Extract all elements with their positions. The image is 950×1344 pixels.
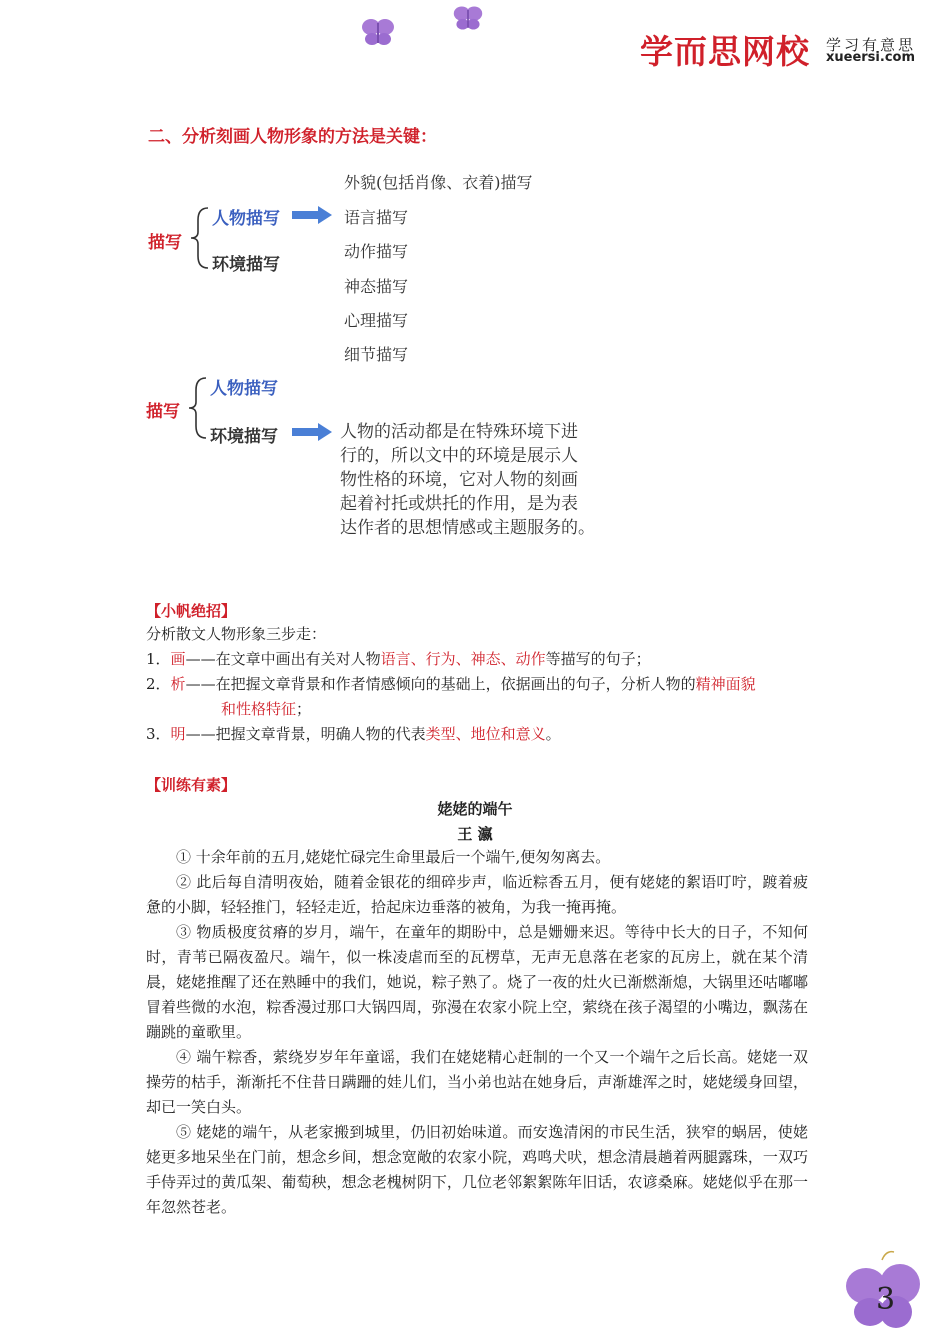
arrow-right-icon — [292, 423, 332, 441]
butterfly-icon — [360, 14, 396, 50]
essay-author: 王 瀛 — [457, 825, 493, 843]
page-number: 3 — [876, 1282, 896, 1317]
tips-step1: 1．画——在文章中画出有关对人物语言、行为、神态、动作等描写的句子； — [146, 650, 651, 668]
tips-tag: 【小帆绝招】 — [146, 602, 237, 620]
tips-intro: 分析散文人物形象三步走： — [146, 625, 327, 643]
diagram1-item: 心理描写 — [344, 311, 409, 330]
tips-step3: 3．明——把握文章背景，明确人物的代表类型、地位和意义。 — [146, 725, 561, 743]
diagram1-branch-top: 人物描写 — [212, 209, 280, 229]
essay-paragraph: ② 此后每自清明夜始，随着金银花的细碎步声，临近粽香五月，便有姥姥的絮语叮咛，踱着疲惫的小脚，轻轻推门，轻轻走近，拾起床边垂落的被角，为我一掩再掩。 — [146, 873, 808, 916]
butterfly-icon — [452, 2, 484, 34]
diagram1-item: 外貌(包括肖像、衣着)描写 — [344, 173, 533, 192]
site-logo: 学而思网校 — [640, 32, 810, 71]
diagram2-branch-top: 人物描写 — [210, 379, 278, 399]
essay-paragraph: ⑤ 姥姥的端午，从老家搬到城里，仍旧初始味道。而安逸清闲的市民生活，狭窄的蜗居，使姥姥更多地呆坐在门前，想念乡间，想念宽敞的农家小院，鸡鸣犬吠，想念清晨趟着两腿露珠，一双巧手侍弄过的黄瓜架、葡萄秧，想念老槐树阴下，几位老邻絮絮陈年旧话，农谚桑麻。姥姥似乎在那一年忽然苍老。 — [146, 1123, 808, 1216]
diagram1-item: 神态描写 — [344, 277, 409, 296]
essay-title: 姥姥的端午 — [437, 800, 513, 818]
diagram1-item: 细节描写 — [344, 345, 409, 364]
essay-paragraph: ① 十余年前的五月,姥姥忙碌完生命里最后一个端午,便匆匆离去。 — [176, 848, 611, 866]
site-url: xueersi.com — [826, 50, 916, 65]
diagram1-item: 语言描写 — [344, 208, 409, 227]
diagram2-line: 起着衬托或烘托的作用，是为表 — [340, 494, 578, 514]
diagram2-line: 物性格的环境，它对人物的刻画 — [340, 470, 578, 490]
tips-step2: 2．析——在把握文章背景和作者情感倾向的基础上，依据画出的句子，分析人物的精神面貌 — [146, 675, 756, 693]
diagram2-line: 达作者的思想情感或主题服务的。 — [340, 518, 595, 538]
diagram2-line: 人物的活动都是在特殊环境下进 — [340, 422, 578, 442]
diagram2-branch-bottom: 环境描写 — [210, 427, 278, 447]
essay-body — [146, 845, 808, 1220]
essay-paragraph: ④ 端午粽香，萦绕岁岁年年童谣，我们在姥姥精心赶制的一个又一个端午之后长高。姥姥一双操劳的枯手，渐渐托不住昔日蹒跚的娃儿们，当小弟也站在她身后，声渐雄浑之时，姥姥缓身回望，却已一笑白头。 — [146, 1048, 808, 1116]
diagram2-description — [340, 420, 625, 540]
diagram2-line: 行的，所以文中的环境是展示人 — [340, 446, 578, 466]
arrow-right-icon — [292, 206, 332, 224]
site-slogan: 学习有意思 — [826, 36, 917, 54]
diagram1-branch-bottom: 环境描写 — [212, 255, 280, 275]
brace-icon — [186, 376, 208, 440]
brace-icon — [188, 206, 210, 270]
training-tag: 【训练有素】 — [146, 776, 237, 794]
tips-step2-cont: 和性格特征； — [221, 700, 312, 718]
diagram1-item: 动作描写 — [344, 242, 409, 261]
diagram1-root: 描写 — [148, 233, 182, 253]
section-title: 二、分析刻画人物形象的方法是关键： — [148, 127, 437, 147]
essay-paragraph: ③ 物质极度贫瘠的岁月，端午，在童年的期盼中，总是姗姗来迟。等待中长大的日子，不知何时，青苇已隔夜盈尺。端午，似一株凌虐而至的瓦楞草，无声无息落在老家的瓦房上，就在某个清晨，姥姥推醒了还在熟睡中的我们，她说，粽子熟了。烧了一夜的灶火已渐燃渐熄，大锅里还咕嘟嘟冒着些微的水泡，粽香漫过那口大锅四周，弥漫在农家小院上空，萦绕在孩子渴望的小嘴边，飘荡在蹦跳的童歌里。 — [146, 923, 808, 1041]
diagram2-root: 描写 — [146, 402, 180, 422]
